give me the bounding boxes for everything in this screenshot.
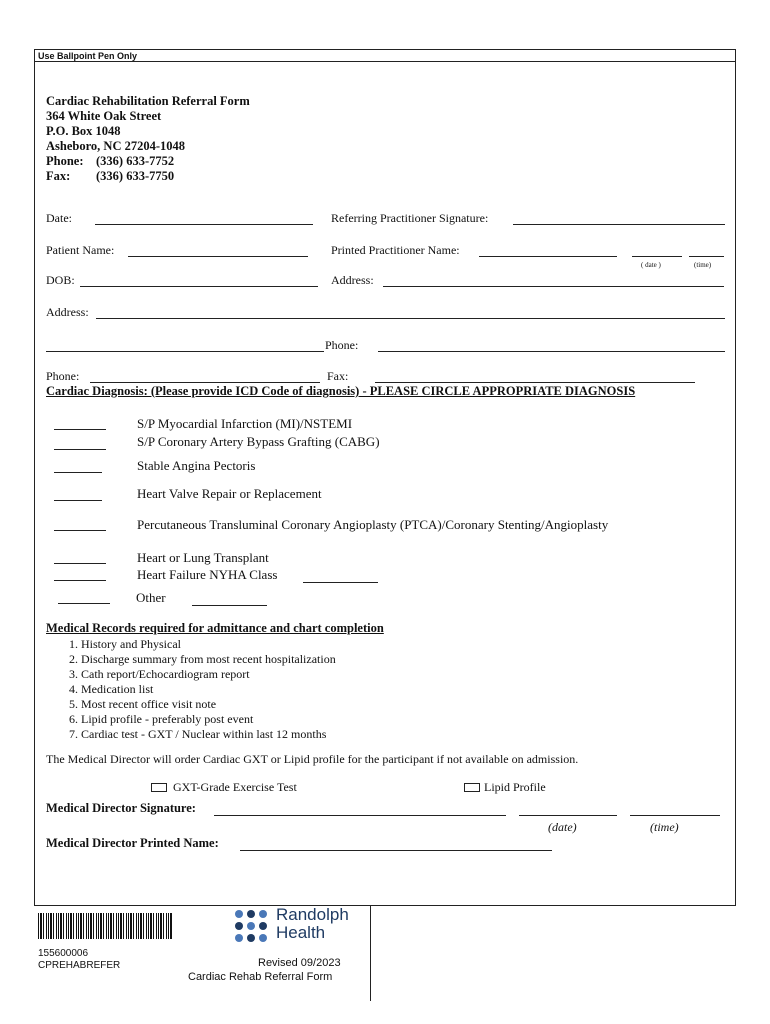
record-item: 6. Lipid profile - preferably post event — [69, 712, 254, 726]
footer-divider — [370, 906, 371, 1001]
date-label: Date: — [46, 211, 72, 225]
dob-field[interactable] — [80, 286, 318, 287]
director-date-caption: (date) — [548, 820, 577, 834]
diagnosis-ptca[interactable]: Percutaneous Transluminal Coronary Angioplasty (PTCA)/Coronary Stenting/Angioplasty — [137, 517, 609, 532]
patient-name-field[interactable] — [128, 256, 308, 257]
diagnosis-heading: Cardiac Diagnosis: (Please provide ICD Code of diagnosis) - PLEASE CIRCLE APPROPRIATE DIAGNOSIS — [46, 384, 636, 398]
form-codes — [38, 948, 120, 972]
director-printed-field[interactable] — [240, 850, 552, 851]
icd-field-transplant[interactable] — [54, 563, 106, 564]
street: 364 White Oak Street — [46, 109, 162, 123]
director-signature-label: Medical Director Signature: — [46, 801, 196, 815]
record-item: 2. Discharge summary from most recent hospitalization — [69, 652, 336, 666]
icd-field-other[interactable] — [58, 603, 110, 604]
form-code-number: 155600006 — [38, 948, 89, 959]
director-date-field[interactable] — [519, 815, 617, 816]
form-code-name: CPREHABREFER — [38, 960, 121, 971]
director-time-caption: (time) — [650, 820, 679, 834]
fax-label: Fax: — [327, 369, 349, 383]
address-block — [46, 94, 250, 184]
phone-number: (336) 633-7752 — [96, 154, 175, 168]
printed-practitioner-field[interactable] — [479, 256, 617, 257]
referring-signature-field[interactable] — [513, 224, 725, 225]
patient-phone-label: Phone: — [46, 369, 80, 383]
director-printed-label: Medical Director Printed Name: — [46, 836, 219, 850]
practitioner-phone-field[interactable] — [378, 351, 725, 352]
form-frame — [34, 61, 736, 906]
logo-line-2: Health — [276, 923, 326, 942]
diagnosis-cabg[interactable]: S/P Coronary Artery Bypass Grafting (CABG) — [137, 434, 380, 449]
icd-field-mi[interactable] — [54, 429, 106, 430]
lipid-label: Lipid Profile — [484, 780, 546, 794]
practitioner-date-caption: ( date ) — [641, 261, 661, 269]
patient-address-label: Address: — [46, 305, 89, 319]
phone-row — [46, 154, 250, 169]
director-time-field[interactable] — [630, 815, 720, 816]
randolph-health-logo-icon — [233, 908, 269, 944]
patient-address-field[interactable] — [96, 318, 725, 319]
nyha-class-field[interactable] — [303, 582, 378, 583]
city: Asheboro, NC 27204-1048 — [46, 139, 186, 153]
diagnosis-transplant[interactable]: Heart or Lung Transplant — [137, 550, 269, 565]
barcode — [38, 913, 172, 939]
diagnosis-other[interactable]: Other — [136, 590, 166, 605]
diagnosis-mi[interactable]: S/P Myocardial Infarction (MI)/NSTEMI — [137, 416, 353, 431]
revised-date: Revised 09/2023 — [258, 957, 341, 969]
form-name-footer: Cardiac Rehab Referral Form — [188, 971, 333, 983]
director-note: The Medical Director will order Cardiac GXT or Lipid profile for the participant if not available on admission. — [46, 752, 579, 766]
date-field[interactable] — [95, 224, 313, 225]
other-diagnosis-field[interactable] — [192, 605, 267, 606]
gxt-checkbox[interactable] — [151, 783, 167, 792]
icd-field-angina[interactable] — [54, 472, 102, 473]
ballpoint-pen-banner: Use Ballpoint Pen Only — [34, 49, 736, 61]
practitioner-time-field[interactable] — [689, 256, 724, 257]
icd-field-valve[interactable] — [54, 500, 102, 501]
icd-field-cabg[interactable] — [54, 449, 106, 450]
icd-field-heart-failure[interactable] — [54, 580, 106, 581]
fax-label: Fax: — [46, 169, 71, 183]
practitioner-address-label: Address: — [331, 273, 374, 287]
record-item: 7. Cardiac test - GXT / Nuclear within last 12 months — [69, 727, 327, 741]
record-item: 1. History and Physical — [69, 637, 181, 651]
records-heading: Medical Records required for admittance and chart completion — [46, 621, 384, 635]
form-title: Cardiac Rehabilitation Referral Form — [46, 94, 250, 108]
fax-field[interactable] — [375, 382, 695, 383]
record-item: 3. Cath report/Echocardiogram report — [69, 667, 250, 681]
dob-label: DOB: — [46, 273, 75, 287]
diagnosis-angina[interactable]: Stable Angina Pectoris — [137, 458, 256, 473]
printed-practitioner-label: Printed Practitioner Name: — [331, 243, 460, 257]
fax-row — [46, 169, 250, 184]
icd-field-ptca[interactable] — [54, 530, 106, 531]
record-item: 4. Medication list — [69, 682, 154, 696]
practitioner-date-field[interactable] — [632, 256, 682, 257]
randolph-health-logo-text — [276, 906, 349, 942]
record-item: 5. Most recent office visit note — [69, 697, 217, 711]
records-list — [69, 637, 336, 742]
patient-name-label: Patient Name: — [46, 243, 115, 257]
practitioner-address-field[interactable] — [383, 286, 724, 287]
logo-line-1: Randolph — [276, 905, 349, 924]
po-box: P.O. Box 1048 — [46, 124, 121, 138]
practitioner-time-caption: (time) — [694, 261, 712, 269]
phone-label: Phone: — [46, 154, 84, 168]
patient-phone-field[interactable] — [90, 382, 320, 383]
diagnosis-heart-failure[interactable]: Heart Failure NYHA Class — [137, 567, 278, 582]
gxt-label: GXT-Grade Exercise Test — [173, 780, 297, 794]
practitioner-phone-label: Phone: — [325, 338, 359, 352]
fax-number: (336) 633-7750 — [96, 169, 175, 183]
lipid-checkbox[interactable] — [464, 783, 480, 792]
director-signature-field[interactable] — [214, 815, 506, 816]
referring-signature-label: Referring Practitioner Signature: — [331, 211, 489, 225]
address-continuation-field[interactable] — [46, 351, 324, 352]
diagnosis-valve[interactable]: Heart Valve Repair or Replacement — [137, 486, 322, 501]
